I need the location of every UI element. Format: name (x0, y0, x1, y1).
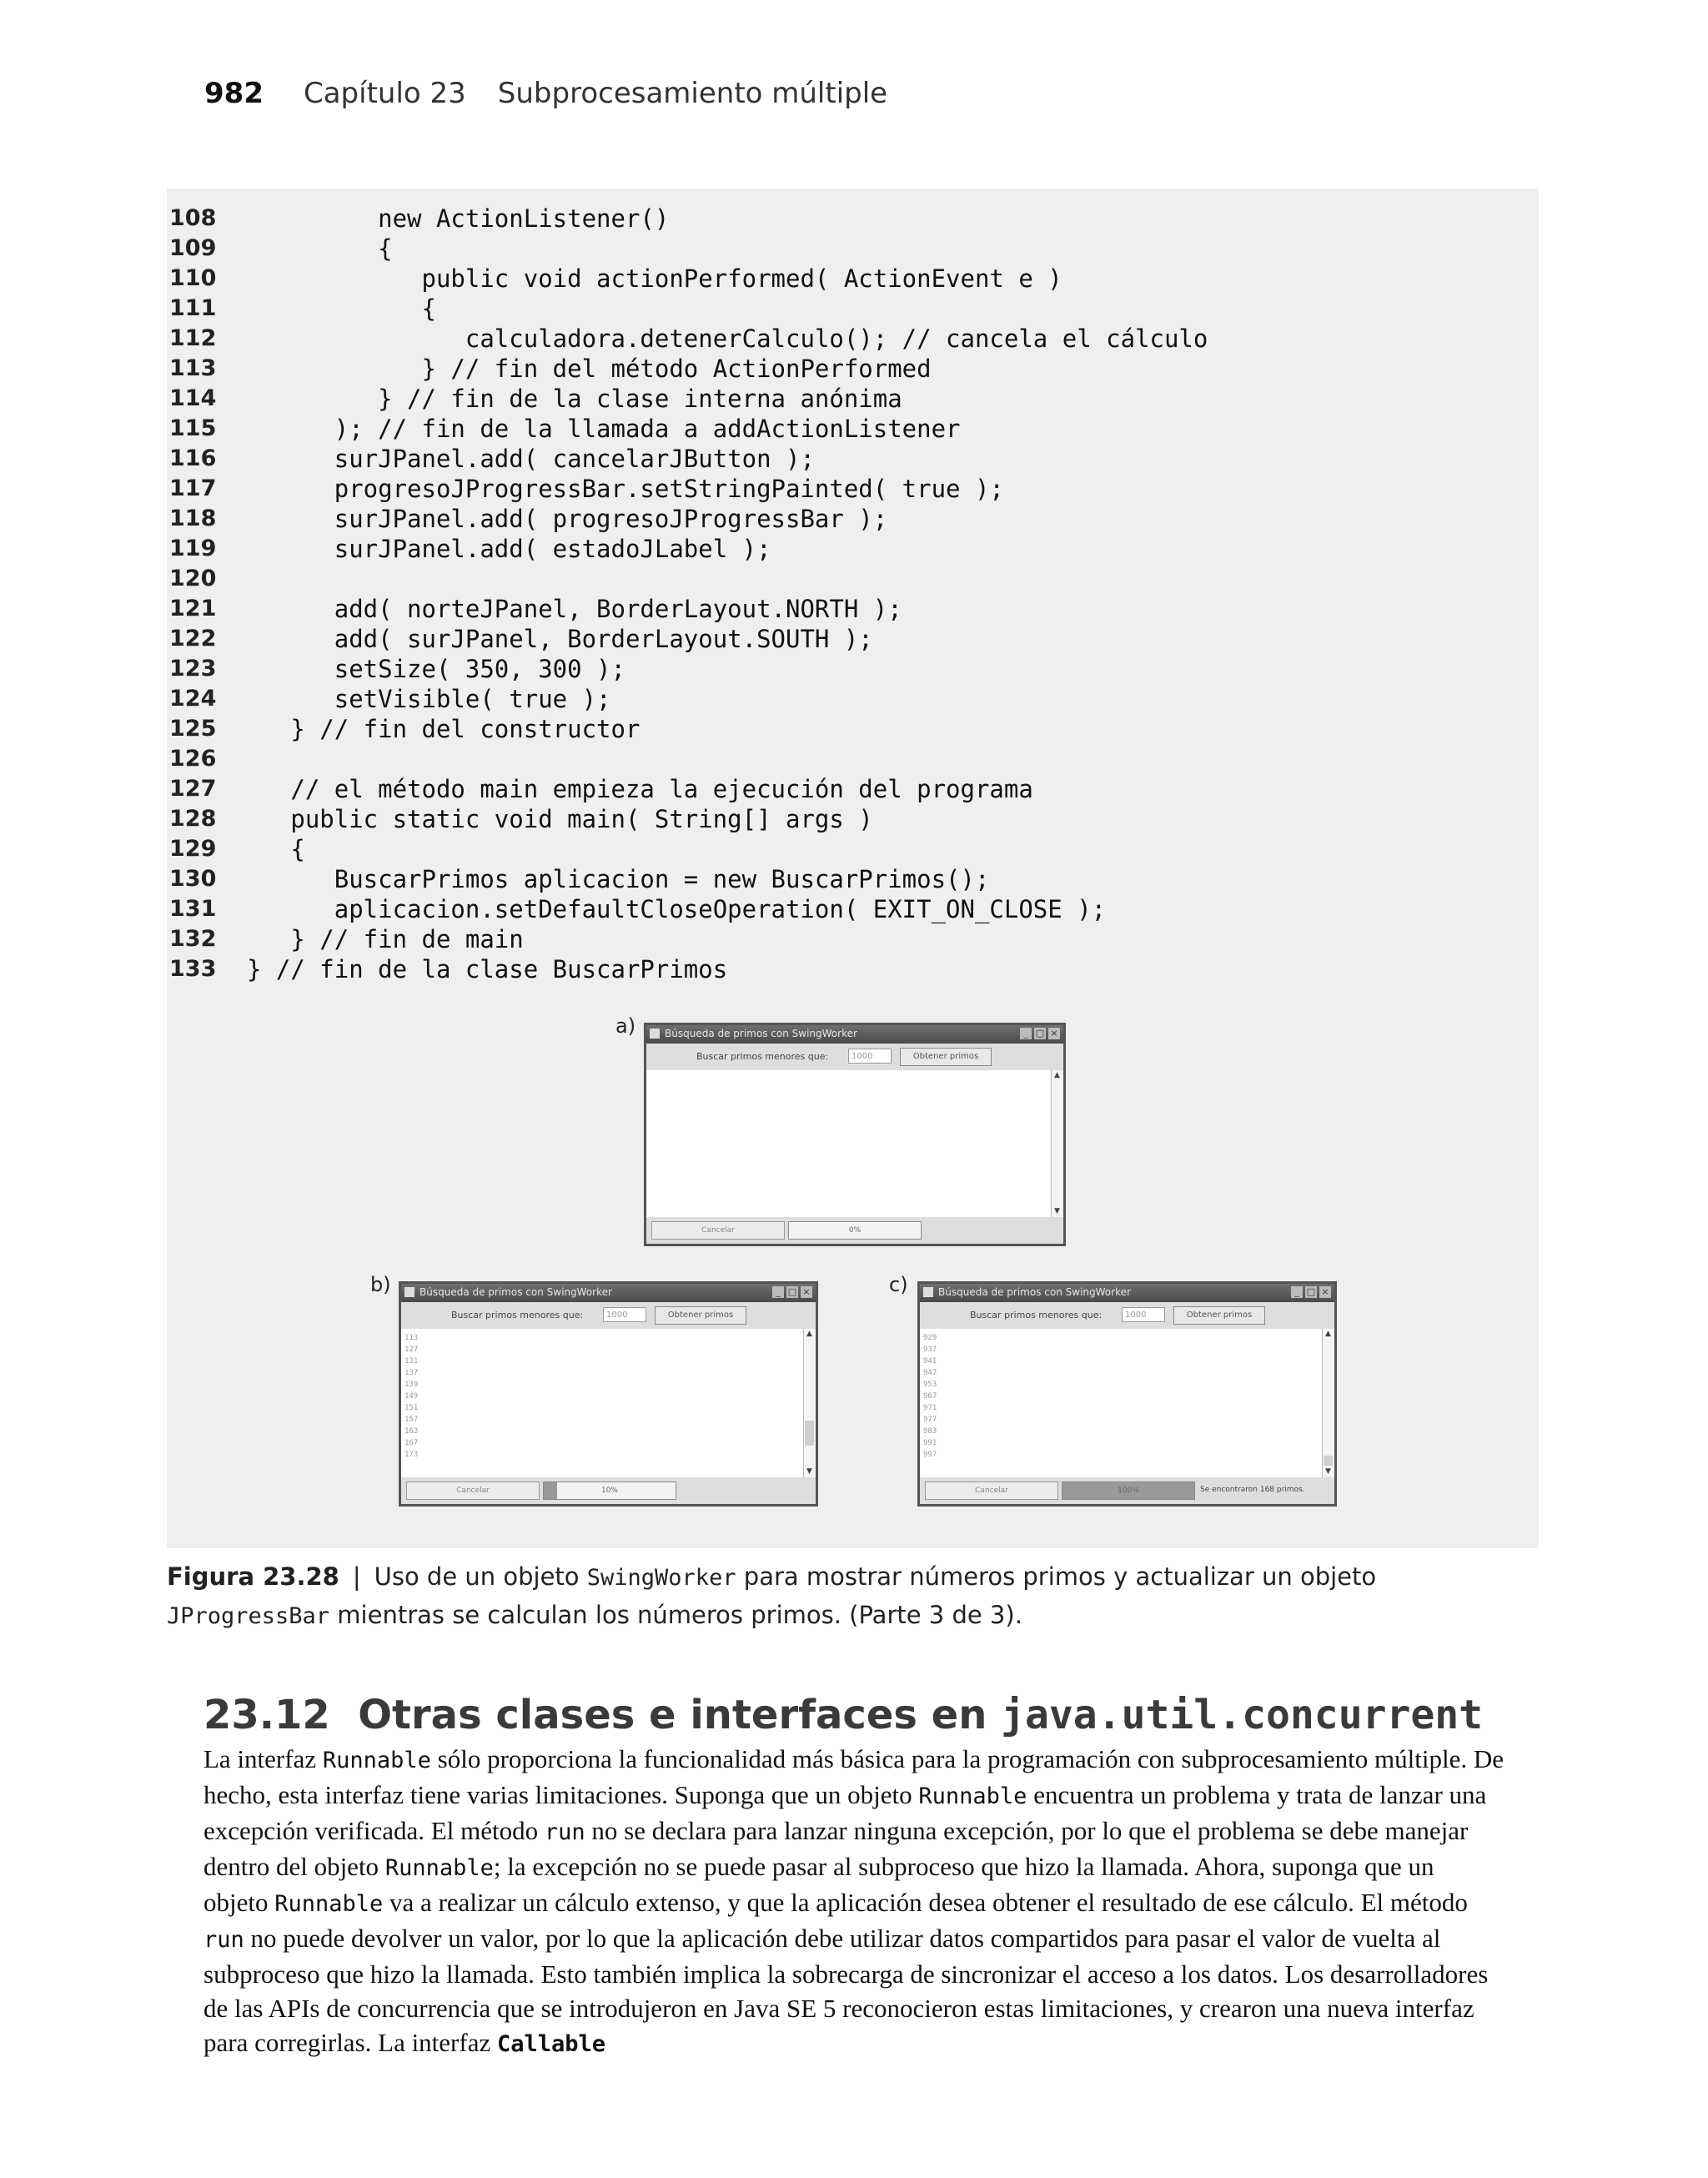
window-title: Búsqueda de primos con SwingWorker (938, 1286, 1131, 1298)
cancel-button: Cancelar (925, 1481, 1058, 1500)
line-number: 130 (169, 866, 217, 892)
code-text: calculadora.detenerCalculo(); // cancela el cálculo (247, 324, 1208, 353)
list-item: 157 (404, 1416, 419, 1424)
primes-list (404, 1332, 418, 1461)
top-panel (646, 1044, 1063, 1070)
scrollbar-thumb (805, 1421, 814, 1446)
list-item: 131 (404, 1357, 419, 1366)
code-text: new ActionListener() (247, 204, 670, 233)
get-primes-button: Obtener primos (655, 1306, 746, 1325)
close-icon: × (801, 1286, 812, 1298)
line-number: 114 (169, 385, 217, 411)
maximize-icon: □ (1306, 1286, 1316, 1297)
list-item: 151 (404, 1404, 419, 1412)
code-text: } // fin de main (247, 925, 524, 953)
limit-input: 1000 (1122, 1307, 1165, 1322)
minimize-icon: _ (1291, 1286, 1303, 1298)
primes-text-area (401, 1329, 804, 1477)
cancel-button: Cancelar (651, 1221, 785, 1240)
paragraph-code: run (544, 1819, 585, 1845)
paragraph-code-bold: Callable (496, 2031, 606, 2057)
list-item: 937 (923, 1346, 937, 1354)
chevron-down-icon: ▼ (1054, 1207, 1060, 1215)
scrollbar (1051, 1070, 1063, 1217)
screenshot-c-label: c) (889, 1273, 908, 1296)
prompt-label: Buscar primos menores que: (970, 1310, 1103, 1320)
list-item: 947 (923, 1369, 937, 1377)
list-item: 971 (923, 1404, 937, 1412)
list-item: 953 (923, 1381, 937, 1389)
code-text: ); // fin de la llamada a addActionListener (247, 415, 961, 443)
list-item: 997 (923, 1451, 937, 1459)
line-number: 121 (169, 596, 217, 621)
line-number: 123 (169, 656, 217, 682)
line-number: 128 (169, 806, 217, 832)
body-paragraph (203, 1742, 1505, 2061)
scrollbar (1322, 1329, 1334, 1477)
bottom-panel (646, 1217, 1063, 1244)
top-panel (401, 1302, 816, 1329)
list-item: 137 (404, 1369, 419, 1377)
caption-text-1: Uso de un objeto (374, 1562, 587, 1591)
get-primes-button: Obtener primos (900, 1048, 992, 1066)
line-number: 113 (169, 355, 217, 381)
code-text: surJPanel.add( cancelarJButton ); (247, 445, 815, 473)
limit-input: 1000 (848, 1049, 892, 1064)
screenshot-a-label: a) (615, 1014, 636, 1038)
caption-code-1: SwingWorker (586, 1565, 736, 1591)
chapter-label: Capítulo 23 (303, 77, 466, 110)
list-item: 941 (923, 1357, 937, 1366)
list-item: 127 (404, 1346, 419, 1354)
code-text: BuscarPrimos aplicacion = new BuscarPrimos(); (247, 865, 990, 893)
code-text: progresoJProgressBar.setStringPainted( true ); (247, 475, 1004, 503)
progress-text: 0% (848, 1226, 862, 1235)
chevron-up-icon: ▲ (806, 1330, 812, 1338)
code-text: aplicacion.setDefaultCloseOperation( EXIT_ON_CLOSE ); (247, 895, 1107, 923)
line-number: 108 (169, 205, 217, 231)
code-text: add( surJPanel, BorderLayout.SOUTH ); (247, 625, 873, 653)
app-window-icon (404, 1287, 414, 1297)
app-window-icon (923, 1287, 933, 1297)
screenshot-b-window (399, 1281, 818, 1506)
line-number: 111 (169, 295, 217, 321)
section-title: Otras clases e interfaces en (358, 1692, 1002, 1738)
close-icon: × (1319, 1286, 1331, 1298)
paragraph-code: run (203, 1927, 244, 1953)
paragraph-text: va a realizar un cálculo extenso, y que la aplicación desea obtener el resultado de ese cálculo. El método (383, 1888, 1468, 1917)
prompt-label: Buscar primos menores que: (451, 1310, 584, 1320)
section-heading (203, 1692, 1483, 1738)
line-number: 122 (169, 626, 217, 651)
list-item: 977 (923, 1416, 937, 1424)
chevron-up-icon: ▲ (1325, 1330, 1331, 1338)
window-titlebar (920, 1284, 1334, 1302)
line-number: 126 (169, 746, 217, 772)
limit-input: 1000 (603, 1307, 646, 1322)
window-title: Búsqueda de primos con SwingWorker (419, 1286, 612, 1298)
line-number: 112 (169, 325, 217, 351)
chevron-down-icon: ▼ (1325, 1467, 1331, 1476)
primes-list (923, 1332, 937, 1461)
close-icon: × (1048, 1028, 1060, 1039)
line-number: 127 (169, 776, 217, 802)
caption-code-2: JProgressBar (167, 1603, 330, 1629)
screenshot-a-window (644, 1023, 1066, 1246)
screenshot-c-window (917, 1281, 1337, 1506)
maximize-icon: □ (787, 1286, 797, 1297)
code-figure (167, 189, 1539, 1548)
cancel-button: Cancelar (406, 1481, 540, 1500)
section-number: 23.12 (203, 1692, 330, 1738)
line-number: 117 (169, 475, 217, 501)
figure-number: Figura 23.28 (167, 1562, 339, 1591)
line-number: 120 (169, 566, 217, 591)
code-text: public static void main( String[] args ) (247, 805, 873, 833)
status-label: Se encontraron 168 primos. (1200, 1486, 1305, 1494)
screenshot-b-label: b) (370, 1273, 391, 1296)
line-number: 118 (169, 506, 217, 531)
minimize-icon: _ (772, 1286, 784, 1298)
code-text: setVisible( true ); (247, 685, 611, 713)
list-item: 167 (404, 1439, 419, 1447)
window-title: Búsqueda de primos con SwingWorker (665, 1028, 857, 1039)
paragraph-code: Runnable (918, 1783, 1027, 1809)
progress-bar (543, 1481, 676, 1500)
list-item: 983 (923, 1427, 937, 1436)
top-panel (920, 1302, 1334, 1329)
paragraph-code: Runnable (384, 1855, 494, 1881)
prompt-label: Buscar primos menores que: (696, 1051, 829, 1062)
code-text: { (247, 234, 393, 263)
progress-bar (1062, 1481, 1195, 1500)
line-number: 129 (169, 836, 217, 862)
bottom-panel (920, 1477, 1334, 1504)
list-item: 113 (404, 1334, 419, 1342)
window-titlebar (401, 1284, 816, 1302)
line-number: 132 (169, 926, 217, 952)
line-number: 125 (169, 716, 217, 742)
primes-text-area (646, 1070, 1052, 1217)
code-text: // el método main empieza la ejecución del programa (247, 775, 1033, 803)
line-number: 116 (169, 445, 217, 471)
bottom-panel (401, 1477, 816, 1504)
app-window-icon (650, 1029, 660, 1039)
progress-text: 100% (1118, 1486, 1139, 1495)
line-number: 110 (169, 265, 217, 291)
code-text: { (247, 835, 305, 863)
code-text: } // fin de la clase interna anónima (247, 385, 902, 413)
maximize-icon: □ (1035, 1028, 1045, 1039)
progress-bar (788, 1221, 922, 1240)
code-text: } // fin del constructor (247, 715, 640, 743)
list-item: 967 (923, 1392, 937, 1401)
section-title-code: java.util.concurrent (1001, 1692, 1484, 1738)
list-item: 929 (923, 1334, 937, 1342)
chevron-up-icon: ▲ (1054, 1071, 1060, 1079)
line-number: 133 (169, 956, 217, 982)
code-text: setSize( 350, 300 ); (247, 655, 625, 683)
code-text: add( norteJPanel, BorderLayout.NORTH ); (247, 595, 902, 623)
code-text: } // fin de la clase BuscarPrimos (247, 955, 728, 983)
code-text: { (247, 294, 436, 323)
chevron-down-icon: ▼ (806, 1467, 812, 1476)
code-text: surJPanel.add( progresoJProgressBar ); (247, 505, 888, 533)
list-item: 149 (404, 1392, 419, 1401)
primes-text-area (920, 1329, 1323, 1477)
paragraph-text: no puede devolver un valor, por lo que la aplicación debe utilizar datos compartidos para pasar el valor de vuelta al subproceso que hizo la llamada. Esto también implica la sobrecarga de sincronizar el acceso a los datos. Los desarrolladores de las APIs de concurrencia que se introdujeron en Java SE 5 reconocieron estas limitaciones, y crearon una nueva interfaz para corregirlas. La interfaz (203, 1924, 1489, 2057)
figure-caption (167, 1558, 1543, 1635)
list-item: 991 (923, 1439, 937, 1447)
line-number: 131 (169, 896, 217, 922)
paragraph-code: Runnable (322, 1748, 431, 1773)
line-number: 115 (169, 415, 217, 441)
scrollbar (803, 1329, 816, 1477)
code-text: public void actionPerformed( ActionEvent e ) (247, 264, 1062, 293)
caption-text-3: mientras se calculan los números primos. (Parte 3 de 3). (329, 1601, 1022, 1629)
caption-text-2: para mostrar números primos y actualizar un objeto (736, 1562, 1377, 1591)
paragraph-text: ; la excepción no se puede pasar al subproceso que hizo la llamada. Ahora, suponga que un objeto (203, 1852, 1434, 1917)
line-number: 119 (169, 536, 217, 561)
list-item: 139 (404, 1381, 419, 1389)
running-header (204, 77, 887, 110)
minimize-icon: _ (1020, 1028, 1032, 1039)
window-titlebar (646, 1025, 1063, 1044)
chapter-title: Subprocesamiento múltiple (497, 77, 888, 110)
paragraph-code: Runnable (274, 1891, 384, 1917)
page-number: 982 (204, 77, 264, 110)
get-primes-button: Obtener primos (1173, 1306, 1265, 1325)
progress-text: 10% (600, 1486, 618, 1495)
code-text: surJPanel.add( estadoJLabel ); (247, 535, 771, 563)
paragraph-text: no se declara para lanzar ninguna excepción, por lo que el problema se debe manejar dentro del objeto (203, 1816, 1469, 1881)
paragraph-text: sólo proporciona la funcionalidad más básica para la programación con subprocesamiento múltiple. De hecho, esta interfaz tiene varias limitaciones. Suponga que un objeto (203, 1744, 1504, 1809)
paragraph-text: encuentra un problema y trata de lanzar una excepción verificada. El método (203, 1780, 1487, 1845)
list-item: 173 (404, 1451, 419, 1459)
code-text: } // fin del método ActionPerformed (247, 355, 932, 383)
line-number: 124 (169, 686, 217, 712)
list-item: 163 (404, 1427, 419, 1436)
caption-separator: | (352, 1562, 361, 1591)
scrollbar-thumb (1324, 1456, 1333, 1466)
line-number: 109 (169, 235, 217, 261)
paragraph-text: La interfaz (203, 1744, 323, 1773)
